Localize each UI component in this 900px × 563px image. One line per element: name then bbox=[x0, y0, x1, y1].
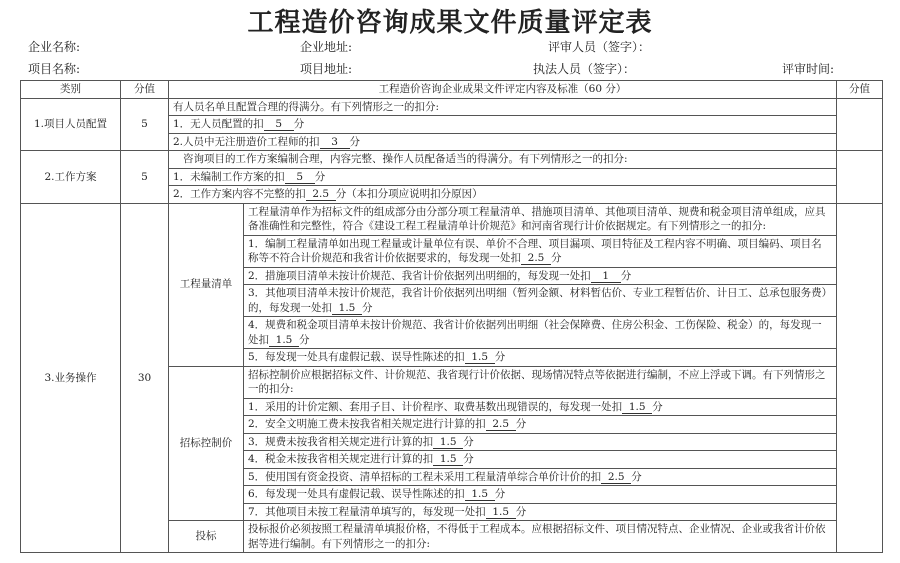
rating-header: 分值 bbox=[837, 81, 883, 99]
item-text: 4．税金未按我省相关规定进行计算的扣 bbox=[248, 453, 434, 465]
item-unit: 分 bbox=[620, 269, 632, 282]
section-category: 2.工作方案 bbox=[21, 151, 121, 204]
section-category: 1.项目人员配置 bbox=[21, 98, 121, 151]
item-text: 5．使用国有资金投资、清单招标的工程未采用工程量清单综合单价计价的扣 bbox=[248, 470, 602, 483]
enforcer-label: 执法人员（签字）： bbox=[533, 62, 636, 76]
criteria-item bbox=[244, 267, 837, 285]
item-unit: 分 bbox=[314, 170, 326, 183]
project-name-label: 项目名称: bbox=[28, 62, 81, 76]
item-unit: 分 bbox=[551, 252, 562, 264]
item-text: 2．措施项目清单未按计价规范、我省计价依据列出明细的，每发现一处扣 bbox=[248, 269, 591, 282]
item-unit: 分（本扣分项应说明扣分原因） bbox=[335, 188, 483, 200]
criteria-item bbox=[244, 451, 837, 469]
item-unit: 分 bbox=[349, 135, 361, 148]
criteria-item bbox=[244, 416, 837, 434]
section-score: 5 bbox=[121, 151, 169, 204]
table-row bbox=[21, 151, 883, 169]
deduct-value: 1 bbox=[591, 270, 621, 283]
table-row bbox=[21, 98, 883, 116]
deduct-value: 2.5 bbox=[486, 418, 516, 431]
criteria-item bbox=[244, 503, 837, 521]
section-score: 30 bbox=[121, 203, 169, 553]
item-text: 3．其他项目清单未按计价规范，我省计价依据列出明细（暂列金额、材料暂估价、专业工程暂估价、计日工、总承包服务费）的，每发现一处扣 bbox=[248, 287, 827, 314]
item-text: 1．未编制工作方案的扣 bbox=[173, 170, 285, 183]
deduct-value: 5 bbox=[285, 171, 315, 184]
deduct-value: 1.5 bbox=[433, 453, 463, 466]
item-text: 2．安全文明施工费未按我省相关规定进行计算的扣 bbox=[248, 418, 486, 430]
section-score: 5 bbox=[121, 98, 169, 151]
item-text: 5．每发现一处具有虚假记载、误导性陈述的扣 bbox=[248, 351, 465, 363]
subsection-name: 招标控制价 bbox=[169, 366, 244, 521]
rating-cell[interactable] bbox=[837, 151, 883, 204]
deduct-value: 2.5 bbox=[601, 471, 631, 484]
document-title: 工程造价咨询成果文件质量评定表 bbox=[247, 8, 653, 38]
review-time-label: 评审时间: bbox=[782, 62, 835, 76]
subsection-intro: 招标控制价应根据招标文件、计价规范、我省现行计价依据、现场情况特点等依据进行编制，不应上浮或下调。有下列情形之一的扣分: bbox=[244, 366, 837, 398]
category-header: 类别 bbox=[21, 81, 121, 99]
table-header-row bbox=[21, 81, 883, 99]
item-unit: 分 bbox=[362, 301, 373, 314]
item-unit: 分 bbox=[293, 118, 305, 130]
criteria-item bbox=[244, 285, 837, 317]
item-unit: 分 bbox=[463, 435, 474, 448]
subsection-name: 工程量清单 bbox=[169, 203, 244, 366]
item-text: 2.人员中无注册造价工程师的扣 bbox=[173, 135, 320, 148]
criteria-item bbox=[244, 468, 837, 486]
evaluation-table bbox=[20, 80, 883, 553]
criteria-item bbox=[244, 349, 837, 367]
deduct-value: 5 bbox=[264, 118, 294, 131]
deduct-value: 1.5 bbox=[332, 302, 362, 315]
item-unit: 分 bbox=[494, 351, 506, 363]
reviewer-label: 评审人员（签字）： bbox=[548, 40, 651, 54]
deduct-value: 1.5 bbox=[465, 488, 495, 501]
company-address-label: 企业地址: bbox=[300, 40, 353, 54]
criteria-item bbox=[169, 168, 837, 186]
deduct-value: 1.5 bbox=[465, 351, 495, 364]
criteria-item bbox=[169, 133, 837, 151]
item-unit: 分 bbox=[631, 470, 642, 483]
item-unit: 分 bbox=[515, 418, 527, 430]
item-text: 1．采用的计价定额、套用子目、计价程序、取费基数出现错误的，每发现一处扣 bbox=[248, 400, 623, 413]
section-intro: 有人员名单且配置合理的得满分。有下列情形之一的扣分: bbox=[169, 98, 837, 116]
item-text: 3．规费未按我省相关规定进行计算的扣 bbox=[248, 435, 434, 448]
item-text: 4．规费和税金项目清单未按计价规范、我省计价依据列出明细（社会保障费、住房公积金、工伤保险、税金）的，每发现一处扣 bbox=[248, 319, 822, 346]
score-header: 分值 bbox=[121, 81, 169, 99]
rating-cell[interactable] bbox=[837, 203, 883, 553]
deduct-value: 1.5 bbox=[433, 436, 463, 449]
deduct-value: 2.5 bbox=[306, 188, 336, 201]
item-text: 1．无人员配置的扣 bbox=[173, 118, 264, 130]
item-unit: 分 bbox=[494, 488, 506, 500]
item-unit: 分 bbox=[652, 400, 663, 413]
criteria-item bbox=[244, 317, 837, 349]
rating-cell[interactable] bbox=[837, 98, 883, 151]
deduct-value: 3 bbox=[320, 136, 350, 149]
deduct-value: 1.5 bbox=[269, 334, 299, 347]
deduct-value: 1.5 bbox=[486, 506, 516, 519]
table-row bbox=[21, 203, 883, 235]
content-header: 工程造价咨询企业成果文件评定内容及标准（60 分） bbox=[169, 81, 837, 99]
subsection-intro: 工程量清单作为招标文件的组成部分由分部分项工程量清单、措施项目清单、其他项目清单、规费和税金项目清单组成，应具备准确性和完整性，符合《建设工程工程量清单计价规范》和河南省现行计价依据规定。有下列情形之一的扣分: bbox=[244, 203, 837, 235]
item-unit: 分 bbox=[299, 333, 310, 346]
project-address-label: 项目地址: bbox=[300, 62, 353, 76]
criteria-item bbox=[244, 398, 837, 416]
item-text: 6．每发现一处具有虚假记载、误导性陈述的扣 bbox=[248, 488, 465, 500]
item-text: 1．编制工程量清单如出现工程量或计量单位有误、单价不合理、项目漏项、项目特征及工程内容不明确、项目编码、项目名称等不符合计价规范和我省计价依据要求的，每发现一处扣 bbox=[248, 237, 822, 264]
item-text: 2．工作方案内容不完整的扣 bbox=[173, 188, 306, 200]
subsection-name: 投标 bbox=[169, 521, 244, 553]
criteria-item bbox=[169, 186, 837, 204]
criteria-item bbox=[244, 235, 837, 267]
subsection-intro: 投标报价必须按照工程量清单填报价格，不得低于工程成本。应根据招标文件、项目情况特点、企业情况、企业或我省计价依据等进行编制。有下列情形之一的扣分: bbox=[244, 521, 837, 553]
criteria-item bbox=[244, 486, 837, 504]
item-unit: 分 bbox=[515, 505, 527, 518]
criteria-item bbox=[244, 433, 837, 451]
company-name-label: 企业名称: bbox=[28, 40, 81, 54]
item-text: 7．其他项目未按工程量清单填写的，每发现一处扣 bbox=[248, 505, 486, 518]
deduct-value: 2.5 bbox=[521, 252, 551, 265]
section-category: 3.业务操作 bbox=[21, 203, 121, 553]
item-unit: 分 bbox=[463, 453, 474, 465]
section-intro: 咨询项目的工作方案编制合理，内容完整、操作人员配备适当的得满分。有下列情形之一的扣分: bbox=[169, 151, 837, 169]
criteria-item bbox=[169, 116, 837, 134]
deduct-value: 1.5 bbox=[622, 401, 652, 414]
